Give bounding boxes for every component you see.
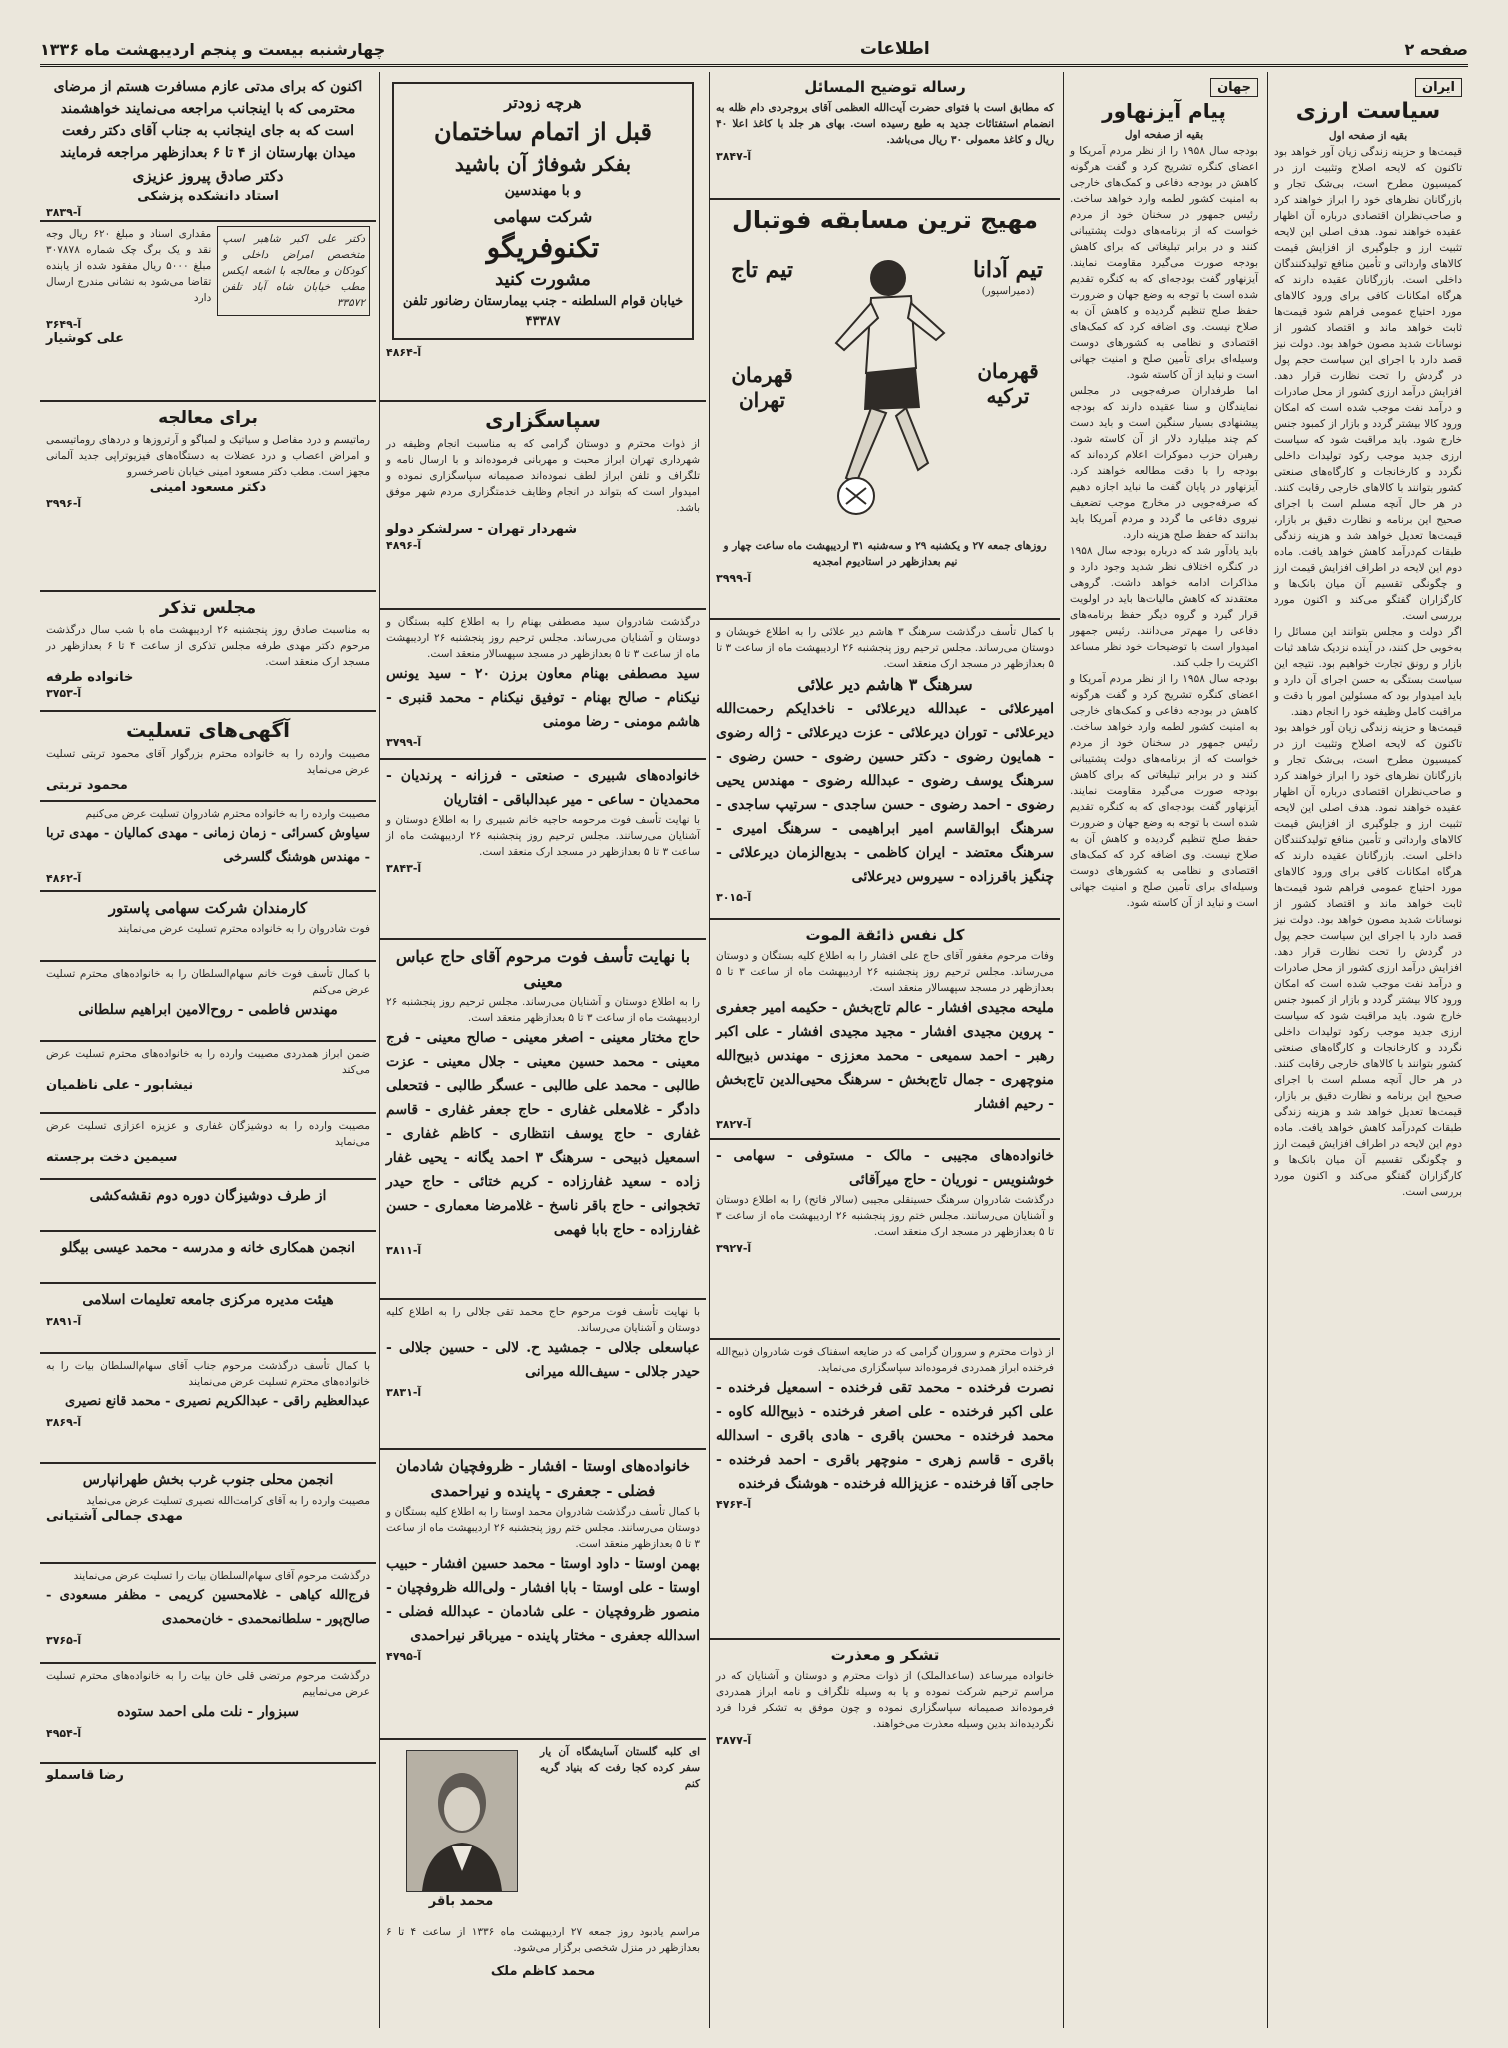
obit-names: ملیحه مجیدی افشار - عالم تاج‌بخش - حکیمه امیر جعفری - پروین مجیدی افشار - مجید مجیدی افشار - علی اکبر رهبر - احمد سمیعی - محمد معززی - مهندس ذبیح‌الله منوچهری - جمال تاج‌بخش - سرهنگ محیی‌الدین تاج‌بخش - رحیم افشار <box>716 1000 1054 1112</box>
section-label-iran: ایران <box>1415 78 1462 97</box>
newspaper-name: اطلاعات <box>859 39 930 59</box>
obit-head: سرهنگ ۳ هاشم دیر علائی <box>797 675 973 694</box>
column-3 <box>709 72 1060 2028</box>
condolence-nazemian <box>40 1042 376 1114</box>
thanks-mayor <box>380 402 706 610</box>
obit-text: درگذشت شادروان سرهنگ حسینقلی مجیبی (سالار فاتح) را به اطلاع دوستان و آشنایان می‌رسانند. مجلس ختم روز پنجشنبه ۲۶ اردیبهشت ماه از ساعت ۳ تا ۵ بعدازظهر در مسجد ارک منعقد است. <box>716 1194 1054 1238</box>
football-player-illustration <box>816 248 956 528</box>
obit-names: حاج مختار معینی - اصغر معینی - صالح معینی - فرج معینی - محمد حسین معینی - جلال معینی - عزت طالبی - محمد علی طالبی - عسگر طالبی - فتحعلی دادگر - غلامعلی غفاری - حاج جعفر غفاری - قاسم غفاری - حاج یوسف انتظاری - کاظم غفاری - اسمعیل ذبیحی - سرهنگ ۳ احمد یگانه - یحیی غفار زاده - سعید غفارزاده - کریم ختائی - حاج حیدر تخجوانی - حاج باقر ناسخ - غلامرضا معماری - حسن غفارزاده - حاج بابا فهمی <box>386 1030 700 1238</box>
obit-names: نصرت فرخنده - محمد تقی فرخنده - اسمعیل فرخنده - علی اکبر فرخنده - علی اصغر فرخنده - ذبیح‌الله کاوه - محمد فرخنده - محسن باقری - هادی باقری - اسدالله باقری - قاسم زهری - منوچهر باقری - احمد فرخنده - حاجی آقا فرخنده - عزیزالله فرخنده - هوشنگ فرخنده <box>716 1380 1054 1492</box>
memorial-mohammad-bagher <box>380 1740 706 2020</box>
obituary-owsta <box>380 1450 706 1740</box>
article-body-4: بودجه سال ۱۹۵۸ را از نظر مردم آمریکا و اعضای کنگره تشریح کرد و گفت هرگونه کاهش در بودجه دفاعی و کمک‌های خارجی به امنیت کشور لطمه وارد خواهد ساخت. رئیس جمهور در سخنان خود از مردم خواست که از برنامه‌های دولت پشتیبانی کنند و در برابر تبلیغاتی که برای کاهش بودجه صورت می‌گیرد مقاومت نمایند. آیزنهاور گفت بودجه‌ای که به کنگره تقدیم شده است با توجه به وضع جهان و ضرورت حفظ صلح تنظیم گردیده و کاهش آن به صلاح نیست. وی اضافه کرد که کمک‌های اقتصادی و نظامی به کشورهای دوست وسیله‌ای برای تأمین صلح و امنیت جهانی است و نباید از آن کاسته شود. <box>1070 673 1258 909</box>
memorial-layout <box>386 1744 700 1924</box>
ad-code: آ-۴۸۶۲ <box>46 872 82 885</box>
article-body: قیمت‌ها و حزینه زندگی زیان آور خواهد بود تاکنون که لایحه اصلاح وتثبیت ارز در کمیسیون مطرح است، بی‌شک تجار و بازرگانان نظرهای خود را ابراز خواهند کرد و صاحب‌نظران اقتصادی درباره آن اظهار عقیده خواهند نمود. هدف اصلی این لایحه تثبیت ارز و جلوگیری از افزایش قیمت کالاهای وارداتی و تأمین منافع تولیدکنندگان داخلی است. بازرگانان عقیده دارند که هرگاه امکانات کافی برای ورود کالاهای مورد احتیاج عمومی فراهم شود قیمت‌ها ثابت خواهد ماند و اقتصاد کشور از نوسانات شدید مصون خواهد بود. دولت نیز قصد دارد با اجرای این سیاست حجم پول در گردش را تحت نظارت قرار دهد. افزایش درآمد ارزی کشور از محل صادرات و درآمد نفت موجب شده است که امکان ورود کالا بیشتر گردد و بازار از کمبود جنس خارج شود. باید مراقبت شود که سیاست ارزی جدید موجب رکود تولیدات داخلی نگردد و کارخانجات و کارگاه‌های صنعتی کشور بتوانند با کالاهای خارجی رقابت کنند. در هر حال آنچه مسلم است با اجرای صحیح این برنامه و نظارت دقیق بر بازار، قیمت‌ها تعدیل خواهد شد و هزینه زندگی طبقات کم‌درآمد کاهش خواهد یافت. ماده دوم این لایحه در اطراف افزایش قیمت ارز و چگونگی تقسیم آن میان بانک‌ها و کارگزاران گفتگو می‌کند و اکنون مورد بررسی است. <box>1274 146 1462 622</box>
ad-code: آ-۳۷۹۹ <box>386 736 422 749</box>
article-body-2: اگر دولت و مجلس بتوانند این مسائل را به‌خوبی حل کنند، در آینده نزدیک شاهد ثبات بازار و رونق تجارت خواهیم بود. نتیجه این سیاست بستگی به حسن اجرای آن دارد و باید امیدوار بود که مسئولین امور با دقت و مراقبت کامل وظیفه خود را انجام دهند. <box>1274 626 1462 718</box>
thanks-sign: شهردار تهران - سرلشکر دولو <box>386 522 578 537</box>
condolence-ghasemlou <box>40 1764 376 1810</box>
obituary-afshar <box>710 920 1060 1140</box>
obit-names: سیاوش کسرائی - زمان زمانی - مهدی کمالیان - مهدی تربا - مهندس هوشنگ گلسرخی <box>46 826 370 865</box>
ad-code: آ-۴۹۵۴ <box>46 1727 82 1740</box>
obit-head: خانواده‌های مجیبی - مالک - مستوفی - سهامی - خوشنویس - نوریان - حاج میرآقائی <box>716 1148 1054 1188</box>
article-body-3: باید یادآور شد که درباره بودجه سال ۱۹۵۸ در کنگره اختلاف نظر شدید وجود دارد و مذاکرات ادامه خواهد داشت. گروهی معتقدند که کاهش مالیات‌ها باید در اولویت قرار گیرد و گروه دیگر حفظ برنامه‌های دفاعی را مهم‌تر می‌دانند. رئیس جمهور امیدوار است با توضیحات خود نظر مساعد اکثریت را جلب کند. <box>1070 545 1258 669</box>
obit-sign: سیمین دخت برجسته <box>46 1150 178 1165</box>
obit-text: مصیبت وارده را به خانواده محترم شادروان تسلیت عرض می‌کنیم <box>85 808 370 820</box>
thanks-title: تشکر و معذرت <box>830 1646 940 1664</box>
ad-code: آ-۴۸۹۶ <box>386 539 422 552</box>
condolence-kasraei <box>40 802 376 892</box>
ad-doctor-travel <box>40 72 376 222</box>
obit-head: خانواده‌های اوستا - افشار - ظروفچیان شادمان فضلی - جعفری - پاینده و نیراحمدی <box>396 1457 690 1500</box>
obit-text: با کمال تأسف درگذشت سرهنگ ۳ هاشم دیر علائی را به اطلاع خویشان و دوستان می‌رساند. مجلس ترحیم روز پنجشنبه ۲۶ اردیبهشت ماه از ساعت ۳ تا ۵ بعدازظهر در مسجد ارک منعقد است. <box>716 626 1054 670</box>
obituary-behnam <box>380 610 706 760</box>
ad-sign: دکتر صادق پیروز عزیزی <box>132 167 284 185</box>
obit-head: با نهایت تأسف فوت مرحوم آقای حاج عباس معینی <box>395 947 691 991</box>
column-world <box>1063 72 1264 2028</box>
obit-text: مصیبت وارده را به دوشیزگان غفاری و عزیزه اعزازی تسلیت عرض می‌نماید <box>46 1120 370 1148</box>
condolence-tehranpars <box>40 1464 376 1564</box>
ad-code: آ-۳۷۶۵ <box>46 1634 82 1647</box>
ad-code: آ-۳۸۳۱ <box>386 1386 422 1399</box>
obit-sign: نیشابور - علی ناظمیان <box>46 1078 194 1093</box>
ad-sub: استاد دانشکده پزشکی <box>137 189 279 204</box>
ad-code: آ-۳۸۴۳ <box>386 862 422 875</box>
continuation-note: بقیه از صفحه اول <box>1328 130 1408 142</box>
obit-names: بهمن اوستا - داود اوستا - محمد حسین افشار - حبیب اوستا - علی اوستا - بابا افشار - ولی‌الله ظروفچیان - منصور ظروفچیان - علی شادمان - عبدالله فضلی - اسدالله جعفری - مختار پاینده - میرباقر نیراحمدی <box>386 1556 700 1644</box>
masthead <box>40 34 1468 67</box>
obituary-jalali <box>380 1300 706 1450</box>
section-label-world: جهان <box>1210 78 1258 97</box>
obituary-mojibi <box>710 1140 1060 1340</box>
obit-text: به مناسبت صادق روز پنجشنبه ۲۶ اردیبهشت ماه با شب سال درگذشت مرحوم دکتر مهدی طرفه مجلس تذکری از ساعت ۴ تا ۶ بعدازظهر در مسجد ارک منعقد است. <box>46 624 371 668</box>
condolence-school-assoc <box>40 1232 376 1284</box>
obit-names: عبدالعظیم راقی - عبدالکریم نصیری - محمد قانع نصیری <box>65 1394 370 1409</box>
obit-text: درگذشت مرحوم مرتضی قلی خان بیات را به خانواده‌های محترم تسلیت عرض می‌نماییم <box>46 1670 370 1698</box>
thanks-title: سپاسگزاری <box>485 408 601 432</box>
obit-sign: از طرف دوشیزگان دوره دوم نقشه‌کشی <box>89 1188 327 1204</box>
ad-sign: علی کوشیار <box>46 331 125 346</box>
obit-text: با نهایت تأسف فوت مرحوم حاج محمد تقی جلالی را به اطلاع کلیه دوستان و آشنایان می‌رساند. <box>386 1306 700 1334</box>
team1-block <box>968 258 1048 409</box>
obit-text: مصیبت وارده را به خانواده محترم بزرگوار آقای محمود تربتی تسلیت عرض می‌نماید <box>46 748 370 776</box>
condolence-fatemi <box>40 962 376 1042</box>
obit-sign: انجمن محلی جنوب غرب بخش طهرانپارس <box>82 1472 334 1488</box>
page-number: صفحه ۲ <box>1404 39 1468 59</box>
ad-code: آ-۳۸۹۱ <box>46 1315 82 1328</box>
ad-line-4: و با مهندسین <box>504 183 582 199</box>
ad-code: آ-۳۰۱۵ <box>716 891 752 904</box>
column-iran <box>1267 72 1468 2028</box>
memorial-sign: محمد کاظم ملک <box>490 1964 596 1979</box>
obit-text: با کمال تأسف فوت خانم سهام‌السلطان را به خانواده‌های محترم تسلیت عرض می‌کنم <box>46 968 370 996</box>
obit-sign: محمود تربتی <box>46 778 128 793</box>
article-eisenhower <box>1064 72 1264 2020</box>
ad-code: آ-۴۸۶۴ <box>386 346 422 359</box>
obit-text: از ذوات محترم و سروران گرامی که در ضایعه اسفناک فوت شادروان ذبیح‌الله فرخنده ابراز همدردی فرموده‌اند سپاسگزاری می‌نماید. <box>716 1346 1054 1374</box>
obit-title: کارمندان شرکت سهامی پاستور <box>108 899 308 917</box>
memorial-poem: ای کلبه گلستان آسایشگاه آن یار سفر کرده کجا رفت که بنیاد گریه کنم <box>540 1746 700 1790</box>
ad-company-name: تکنوفریگو <box>486 231 600 264</box>
obit-text: با کمال تأسف درگذشت شادروان محمد اوستا را به اطلاع کلیه بستگان و دوستان می‌رسانند. مجلس ختم روز پنجشنبه ۲۶ اردیبهشت ماه از ساعت ۳ تا ۵ بعدازظهر منعقد است. <box>386 1506 701 1550</box>
ad-code: آ-۳۸۷۷ <box>716 1734 752 1747</box>
article-body: بودجه سال ۱۹۵۸ را از نظر مردم آمریکا و اعضای کنگره تشریح کرد و گفت هرگونه کاهش در بودجه دفاعی و کمک‌های خارجی به امنیت کشور لطمه وارد خواهد ساخت. رئیس جمهور در سخنان خود از مردم خواست که از برنامه‌های دولت پشتیبانی کنند و در برابر تبلیغاتی که برای کاهش بودجه صورت می‌گیرد مقاومت نمایند. آیزنهاور گفت بودجه‌ای که به کنگره تقدیم شده است با توجه به وضع جهان و ضرورت حفظ صلح تنظیم گردیده و کاهش آن به صلاح نیست. وی اضافه کرد که کمک‌های اقتصادی و نظامی به کشورهای دوست وسیله‌ای برای تأمین صلح و امنیت جهانی است و نباید از آن کاسته شود. <box>1070 145 1258 381</box>
ad-line-5: شرکت سهامی <box>493 207 593 226</box>
notice-risale <box>710 72 1060 200</box>
ad-address: خیابان قوام السلطنه - جنب بیمارستان رضانور تلفن ۴۳۳۸۷ <box>402 294 684 329</box>
continuation-note: بقیه از صفحه اول <box>1124 129 1204 141</box>
ad-code: آ-۳۹۲۷ <box>716 1242 752 1255</box>
column-5 <box>40 72 376 2028</box>
obit-text: با کمال تأسف درگذشت مرحوم جناب آقای سهام‌السلطان بیات را به خانواده‌های محترم تسلیت عرض می‌نمایند <box>46 1360 370 1388</box>
obit-title: آگهی‌های تسلیت <box>126 718 290 742</box>
football-title: مهیج ترین مسابقه فوتبال <box>732 206 1038 234</box>
ad-rheumatism <box>40 402 376 592</box>
obituary-moeini <box>380 940 706 1300</box>
ad-code: آ-۳۸۱۱ <box>386 1244 422 1257</box>
obit-sign: خانواده طرفه <box>46 670 134 685</box>
obituary-farkhondeh <box>710 1340 1060 1640</box>
notice-body: که مطابق است با فتوای حضرت آیت‌الله العظمی آقای بروجردی دام ظله به انضمام استفتائات جدید به طبع رسیده است. بهای هر جلد با کاغذ اعلا ۴۰ ریال و کاغذ معمولی ۳۰ ریال می‌باشد. <box>716 102 1054 146</box>
obit-sign: رضا قاسملو <box>46 1768 124 1783</box>
columns <box>40 72 1468 2028</box>
ad-code: آ-۳۷۵۳ <box>46 687 82 700</box>
ad-title: برای معالجه <box>158 408 258 428</box>
condolence-students <box>40 1180 376 1232</box>
obituary-shobeiri <box>380 760 706 940</box>
condolence-sabzevar <box>40 1664 376 1764</box>
obit-sign: انجمن همکاری خانه و مدرسه - محمد عیسی بیگلو <box>61 1240 355 1256</box>
obit-title: کل نفس ذائقة الموت <box>805 926 965 944</box>
thanks-text: خانواده میرساعد (ساعدالملک) از ذوات محترم و دوستان و آشنایان که در مراسم ترحیم شرکت نموده و یا به وسیله تلگراف و نامه ابراز همدردی فرموده‌اند صمیمانه سپاسگزاری نموده و چون موفق به تشکر فردا فرد نگردیده‌اند بدین وسیله معذرت می‌خواهند. <box>716 1670 1054 1730</box>
ad-code: آ-۴۷۶۴ <box>716 1498 752 1511</box>
issue-date: چهارشنبه بیست و پنجم اردیبهشت ماه ۱۳۳۶ <box>40 39 386 59</box>
ad-line-7: مشورت کنید <box>495 269 591 290</box>
ad-code: آ-۳۸۳۹ <box>46 206 82 219</box>
thanks-text: از ذوات محترم و دوستان گرامی که به مناسبت انجام وظیفه در شهرداری تهران ابراز محبت و مهربانی فرموده‌اند و با ارسال نامه و تلگراف و تلفن ابراز لطف نموده‌اند صمیمانه سپاسگزاری نموده و امیدوار است که بتواند در انجام وظایف خدمتگزاری مردم شهر موفق باشد. <box>386 438 700 514</box>
ad-code: آ-۳۹۹۶ <box>46 497 82 510</box>
obit-text: درگذشت شادروان سید مصطفی بهنام را به اطلاع کلیه بستگان و دوستان و آشنایان می‌رساند. مجلس ترحیم روز پنجشنبه ۲۶ اردیبهشت ماه از ساعت ۳ تا ۵ بعدازظهر در مسجد سپهسالار منعقد است. <box>386 616 701 660</box>
obit-sign: سبزوار - نلت ملی احمد ستوده <box>116 1704 300 1720</box>
obit-text: مصیبت وارده را به آقای کرامت‌الله نصیری تسلیت عرض می‌نماید <box>86 1495 370 1507</box>
team1-name: تیم آدانا <box>973 257 1043 283</box>
obit-text: درگذشت مرحوم آقای سهام‌السلطان بیات را تسلیت عرض می‌نمایند <box>73 1570 370 1582</box>
doctor-card: دکتر علی اکبر شاهبر اسپ متخصص امراض داخلی و کودکان و معالجه با اشعه ایکس مطب خیابان شاه آباد تلفن ۳۳۵۷۲ <box>217 226 370 316</box>
memorial-tarfeh <box>40 592 376 712</box>
thanks-mirsaed <box>710 1640 1060 2012</box>
obit-names: مهدی جمالی آشتیانی <box>46 1509 183 1524</box>
ad-line-2: قبل از اتمام ساختمان <box>434 117 652 146</box>
obituary-dirolaei <box>710 620 1060 920</box>
obit-text: فوت شادروان را به خانواده محترم تسلیت عرض می‌نمایند <box>117 923 370 935</box>
ad-code: آ-۳۸۲۷ <box>716 1118 752 1131</box>
article-currency-policy <box>1268 72 1468 2020</box>
condolence-nasiri <box>40 1354 376 1464</box>
obit-text: را به اطلاع دوستان و آشنایان می‌رساند. مجلس ترحیم روز پنجشنبه ۲۶ اردیبهشت ماه از ساعت ۳ تا ۵ بعدازظهر منعقد است. <box>386 996 700 1024</box>
ad-code: آ-۴۷۹۵ <box>386 1650 422 1663</box>
ad-split <box>46 226 370 316</box>
article-title: سیاست ارزی <box>1295 99 1441 124</box>
portrait-photo <box>406 1750 518 1892</box>
portrait-caption: محمد باقر <box>428 1894 494 1909</box>
obit-names: سید مصطفی بهنام معاون برزن ۲۰ - سید یونس نیکنام - صالح بهنام - توفیق نیکنام - محمد قنبری - هاشم مومنی - رضا مومنی <box>386 666 700 730</box>
ad-text: اکنون که برای مدتی عازم مسافرت هستم از مرضای محترمی که با اینجانب مراجعه می‌نمایند خواهشمند است که به جای اینجانب به جناب آقای دکتر رفعت میدان بهارستان از ۴ تا ۶ بعدازظهر مراجعه فرمایند <box>53 79 363 161</box>
ad-code: آ-۳۸۴۷ <box>716 150 752 163</box>
ad-technofrigo <box>380 72 706 402</box>
football-layout <box>716 238 1054 538</box>
condolence-islamic-society <box>40 1284 376 1354</box>
team2-name: تیم تاج <box>730 257 794 283</box>
condolence-kiahi <box>40 1564 376 1664</box>
obit-names: امیرعلائی - عبدالله دیرعلائی - ناخدایکم رحمت‌الله دیرعلائی - توران دیرعلائی - عزت دیرعلائی - ژاله رضوی - همایون رضوی - دکتر حسین رضوی - حسن رضوی - سرهنگ یوسف رضوی - عبدالله رضوی - مهندس یحیی رضوی - احمد رضوی - حسن ساجدی - سرتیپ ساجدی - سرهنگ ابوالقاسم امیر ابراهیمی - سرهنگ امیری - سرهنگ معتضد - ایران کاظمی - بدیع‌الزمان دیرعلائی - چنگیز باقرزاده - سیروس دیرعلائی <box>716 701 1054 885</box>
obit-text: ضمن ابراز همدردی مصیبت وارده را به خانواده‌های محترم تسلیت عرض می‌کند <box>46 1048 370 1076</box>
ad-line-1: هرچه زودتر <box>504 93 582 112</box>
ad-frame <box>392 82 694 340</box>
ad-code: آ-۳۶۴۹ <box>46 318 82 331</box>
ad-code: آ-۳۸۶۹ <box>46 1416 82 1429</box>
obit-head: خانواده‌های شبیری - صنعتی - فرزانه - پرندیان - محمدیان - ساعی - میر عبدالباقی - افتاریان <box>386 768 700 808</box>
ad-text: رماتیسم و درد مفاصل و سیاتیک و لمباگو و آرتروزها و دردهای روماتیسمی و امراض اعصاب و درد عضلات به دستگاه‌های فیزیوتراپی جدید آلمانی مجهز است. مطب دکتر مسعود امینی خیابان ناصرخسرو <box>46 434 370 478</box>
condolence-barjasteh <box>40 1114 376 1180</box>
obit-text: با نهایت تأسف فوت مرحومه حاجیه خانم شبیری را به اطلاع دوستان و آشنایان می‌رسانند. مجلس ترحیم روز پنجشنبه ۲۶ اردیبهشت ماه از ساعت ۳ تا ۵ بعدازظهر در مسجد ارک منعقد است. <box>386 814 700 858</box>
condolence-torbati <box>40 712 376 802</box>
article-body-2: اما طرفداران صرفه‌جویی در مجلس نمایندگان و سنا عقیده دارند که بودجه پیشنهادی بسیار سنگین است و باید دست کم چند میلیارد دلار از آن کاسته شود. رهبران حزب دموکرات اعلام کرده‌اند که بودجه را با دقت مطالعه خواهند کرد. آیزنهاور در پایان گفت ما نباید اجازه دهیم که صرفه‌جویی در مخارج موجب تضعیف نیروی دفاعی ما گردد و مردم آمریکا باید بدانند که حفظ صلح هزینه دارد. <box>1070 385 1258 541</box>
lost-notice: مقداری اسناد و مبلغ ۶۲۰ ریال وجه نقد و یک برگ چک شماره ۳۰۷۸۷۸ مبلغ ۵۰۰۰ ریال مفقود شده از یابنده تقاضا می‌شود به نشانی مندرج ارسال دارد <box>46 228 212 304</box>
ad-lost-documents <box>40 222 376 402</box>
column-4 <box>379 72 706 2028</box>
team2-label: قهرمان تهران <box>731 363 793 412</box>
memorial-text: مراسم یادبود روز جمعه ۲۷ اردیبهشت ماه ۱۳۳۶ از ساعت ۴ تا ۶ بعدازظهر در منزل شخصی برگزار می‌شود. <box>386 1926 701 1954</box>
notice-title: رساله توضیح المسائل <box>804 78 966 96</box>
ad-sign: دکتر مسعود امینی <box>149 480 267 495</box>
obit-text: وفات مرحوم مغفور آقای حاج علی افشار را به اطلاع کلیه بستگان و دوستان می‌رساند. مجلس ترحیم روز پنجشنبه ۲۶ اردیبهشت ماه از ساعت ۳ تا ۵ بعدازظهر در مسجد سپهسالار منعقد است. <box>716 950 1054 994</box>
ad-line-3: بفکر شوفاژ آن باشید <box>454 152 632 176</box>
obit-names: عباسعلی جلالی - جمشید ح. لالی - حسین جلالی - حیدر جلالی - سیف‌الله میرانی <box>386 1340 700 1380</box>
team2-block <box>722 258 802 413</box>
obit-names: فرج‌الله کیاهی - غلامحسین کریمی - مظفر مسعودی - صالح‌پور - سلطانمحمدی - خان‌محمدی <box>46 1588 370 1627</box>
article-body-3: قیمت‌ها و حزینه زندگی زیان آور خواهد بود تاکنون که لایحه اصلاح وتثبیت ارز در کمیسیون مطرح است، بی‌شک تجار و بازرگانان نظرهای خود را ابراز خواهند کرد و صاحب‌نظران اقتصادی درباره آن اظهار عقیده خواهند نمود. هدف اصلی این لایحه تثبیت ارز و جلوگیری از افزایش قیمت کالاهای وارداتی و تأمین منافع تولیدکنندگان داخلی است. بازرگانان عقیده دارند که هرگاه امکانات کافی برای ورود کالاهای مورد احتیاج عمومی فراهم شود قیمت‌ها ثابت خواهد ماند و اقتصاد کشور از نوسانات شدید مصون خواهد بود. دولت نیز قصد دارد با اجرای این سیاست حجم پول در گردش را تحت نظارت قرار دهد. افزایش درآمد ارزی کشور از محل صادرات و درآمد نفت موجب شده است که امکان ورود کالا بیشتر گردد و بازار از کمبود جنس خارج شود. باید مراقبت شود که سیاست ارزی جدید موجب رکود تولیدات داخلی نگردد و کارخانجات و کارگاه‌های صنعتی کشور بتوانند با کالاهای خارجی رقابت کنند. در هر حال آنچه مسلم است با اجرای صحیح این برنامه و نظارت دقیق بر بازار، قیمت‌ها تعدیل خواهد شد و هزینه زندگی طبقات کم‌درآمد کاهش خواهد یافت. ماده دوم این لایحه در اطراف افزایش قیمت ارز و چگونگی تقسیم آن میان بانک‌ها و کارگزاران گفتگو می‌کند و اکنون مورد بررسی است. <box>1274 722 1462 1198</box>
obit-sign: هیئت مدیره مرکزی جامعه تعلیمات اسلامی <box>82 1292 334 1308</box>
obit-sign: مهندس فاطمی - روح‌الامین ابراهیم سلطانی <box>78 1002 338 1018</box>
condolence-pasteur <box>40 892 376 962</box>
obit-title: مجلس تذکر <box>159 598 257 618</box>
team1-label: قهرمان ترکیه <box>977 359 1039 408</box>
article-title: پیام آیزنهاور <box>1102 99 1226 123</box>
ad-code: آ-۳۹۹۹ <box>716 572 752 585</box>
team1-sub: (دمیراسپور) <box>981 285 1035 297</box>
ad-football <box>710 200 1060 620</box>
football-info: روزهای جمعه ۲۷ و یکشنبه ۲۹ و سه‌شنبه ۳۱ اردیبهشت ماه ساعت چهار و نیم بعدازظهر در استادیوم امجدیه <box>723 540 1047 568</box>
